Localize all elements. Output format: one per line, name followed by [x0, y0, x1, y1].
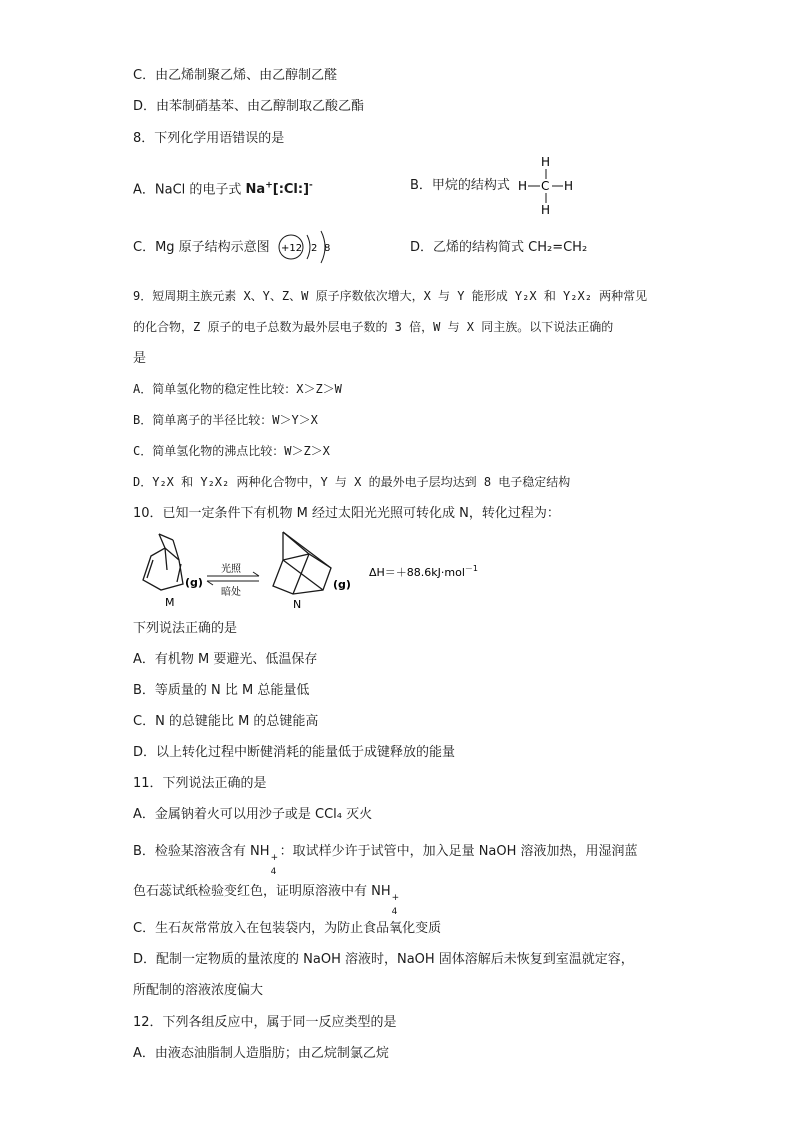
- question-9-line-1: 9．短周期主族元素 X、Y、Z、W 原子序数依次增大，X 与 Y 能形成 Y₂X 和 Y₂X₂ 两种常见: [133, 289, 648, 303]
- nacl-electron-formula: [246, 182, 313, 197]
- q11-option-c: C．生石灰常常放入在包装袋内，为防止食品氧化变质: [133, 921, 442, 936]
- q11-option-b-line-2: [133, 883, 401, 917]
- methane-c: C: [541, 179, 550, 193]
- methane-h-right: H: [564, 179, 574, 193]
- q9-option-d: D．Y₂X 和 Y₂X₂ 两种化合物中，Y 与 X 的最外电子层均达到 8 电子稳定结构: [133, 475, 571, 489]
- q9-option-c: C．简单氢化物的沸点比较：W＞Z＞X: [133, 444, 330, 458]
- ammonium-charge-2: +: [391, 893, 400, 903]
- option-d-q7: D．由苯制硝基苯、由乙醇制取乙酸乙酯: [133, 99, 365, 114]
- q11-option-b-line-1: [133, 843, 638, 877]
- question-9-line-2: 的化合物，Z 原子的电子总数为最外层电子数的 3 倍，W 与 X 同主族。以下说法正确的: [133, 320, 614, 334]
- option-c-q7: C．由乙烯制聚乙烯、由乙醇制乙醛: [133, 68, 338, 83]
- enthalpy-change: [369, 564, 478, 579]
- q10-lead: 下列说法正确的是: [133, 621, 238, 636]
- q10-option-b: B．等质量的 N 比 M 总能量低: [133, 683, 310, 698]
- q9-option-b: B．简单离子的半径比较：W＞Y＞X: [133, 413, 318, 427]
- nacl-minus: -: [309, 181, 313, 191]
- q11b-part-1: B．检验某溶液含有 NH: [133, 844, 270, 859]
- mg-atom-diagram: [277, 227, 337, 269]
- q11-option-d-line-2: 所配制的溶液浓度偏大: [133, 983, 264, 998]
- question-10: 10．已知一定条件下有机物 M 经过太阳光光照可转化成 N，转化过程为：: [133, 506, 560, 521]
- q11-option-a: A．金属钠着火可以用沙子或是 CCl₄ 灭火: [133, 807, 373, 822]
- mg-shell-1: 2: [311, 243, 318, 254]
- methane-structure: [516, 153, 576, 217]
- methane-h-left: H: [518, 179, 528, 193]
- molecule-m: [143, 534, 183, 590]
- q8-option-a: [133, 177, 313, 199]
- enthalpy-value: ΔH＝＋88.6kJ·mol: [369, 566, 465, 579]
- ammonium-charge: +: [270, 853, 279, 863]
- question-12: 12．下列各组反应中，属于同一反应类型的是: [133, 1015, 397, 1030]
- reaction-scheme: [133, 530, 553, 610]
- q10-option-c: C．N 的总键能比 M 的总键能高: [133, 714, 319, 729]
- methane-h-top: H: [541, 155, 551, 169]
- q8-option-b-text: B．甲烷的结构式: [410, 178, 510, 193]
- arrow-dark-label: 暗处: [221, 587, 241, 598]
- q11b-part-2: ：取试样少许于试管中，加入足量 NaOH 溶液加热，用湿润蓝: [279, 844, 638, 859]
- ammonium-subscript: 4: [270, 867, 277, 877]
- q11-option-d-line-1: D．配制一定物质的量浓度的 NaOH 溶液时，NaOH 固体溶解后未恢复到室温就定容，: [133, 952, 634, 967]
- question-9-line-3: 是: [133, 351, 147, 366]
- nacl-cl: [:Cl:]: [272, 182, 310, 198]
- q8-option-a-text: A．NaCl 的电子式: [133, 182, 242, 198]
- ammonium-subscript-2: 4: [391, 907, 398, 917]
- enthalpy-exponent: －1: [464, 564, 478, 573]
- q10-option-a: A．有机物 M 要避光、低温保存: [133, 652, 318, 667]
- nacl-na: Na: [245, 182, 266, 198]
- molecule-n: [273, 532, 331, 594]
- q11b-part-3: 色石蕊试纸检验变红色，证明原溶液中有 NH: [133, 884, 391, 899]
- methane-h-bottom: H: [541, 203, 551, 217]
- q8-option-d: D．乙烯的结构简式 CH₂=CH₂: [410, 240, 588, 255]
- molecule-n-label: N: [293, 598, 302, 610]
- mg-nucleus: +12: [281, 243, 303, 254]
- molecule-n-phase: (g): [333, 578, 351, 591]
- question-8: 8．下列化学用语错误的是: [133, 131, 285, 146]
- q12-option-a: A．由液态油脂制人造脂肪；由乙烷制氯乙烷: [133, 1046, 389, 1061]
- q8-option-c-text: C．Mg 原子结构示意图: [133, 240, 270, 255]
- molecule-m-label: M: [165, 596, 175, 609]
- molecule-m-phase: (g): [185, 576, 203, 589]
- mg-shell-2: 8: [324, 243, 331, 254]
- question-11: 11．下列说法正确的是: [133, 776, 267, 791]
- q10-option-d: D．以上转化过程中断健消耗的能量低于成键释放的能量: [133, 745, 456, 760]
- arrow-light-label: 光照: [221, 564, 241, 575]
- nacl-plus: +: [265, 181, 273, 191]
- q8-option-b: [410, 177, 510, 195]
- q9-option-a: A．简单氢化物的稳定性比较：X＞Z＞W: [133, 382, 342, 396]
- q8-option-c: [133, 239, 270, 257]
